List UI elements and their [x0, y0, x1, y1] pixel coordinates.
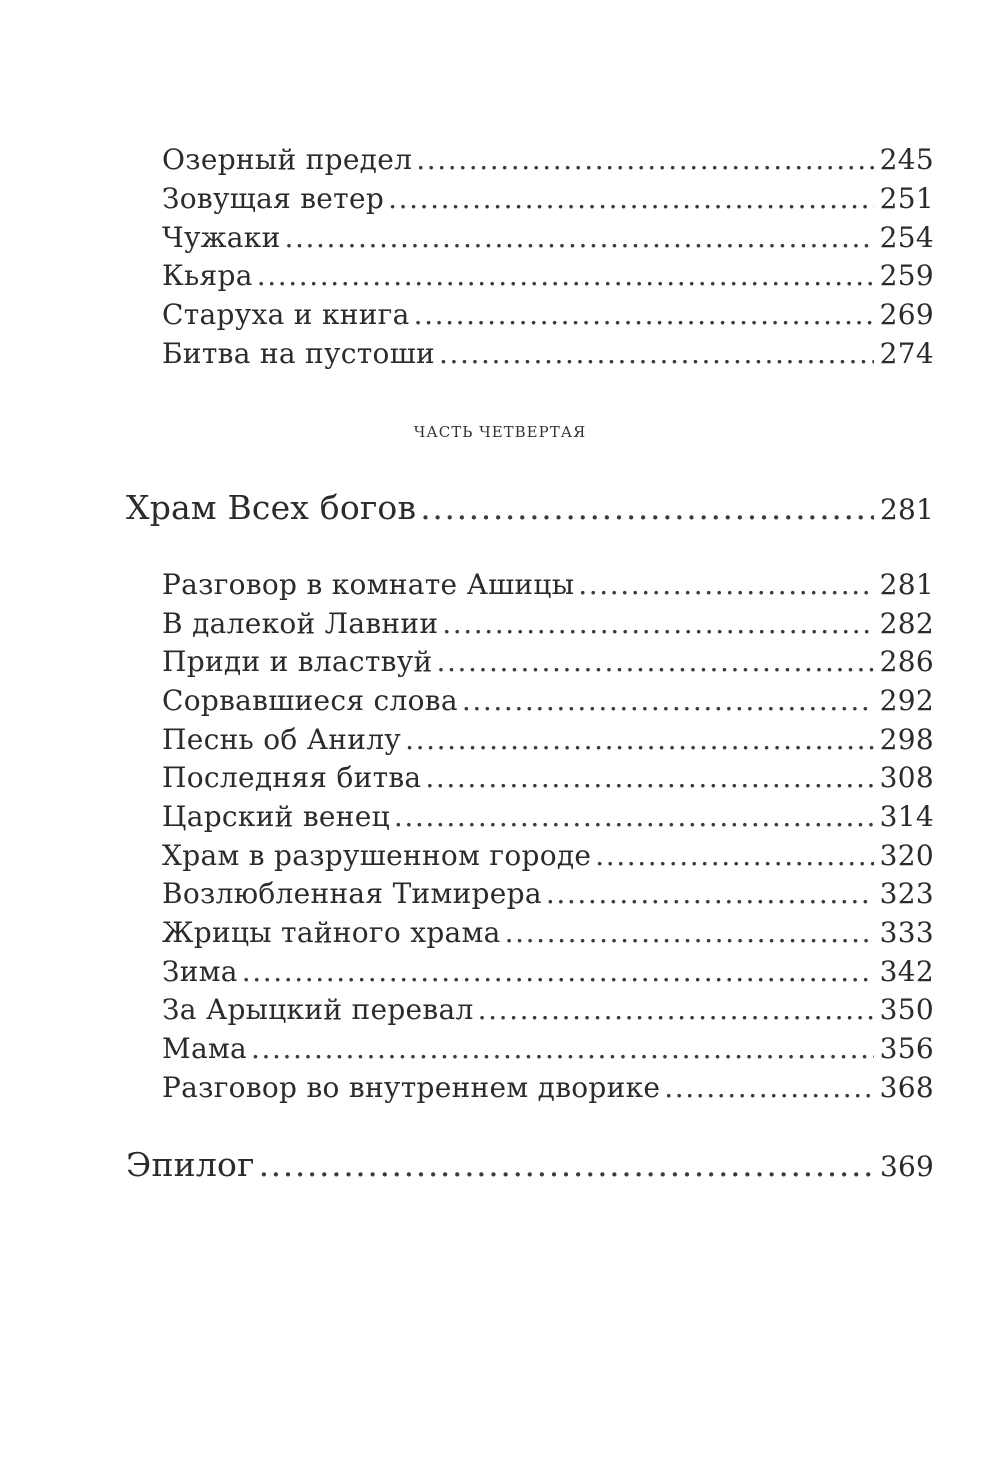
- toc-entry-title: Старуха и книга: [162, 298, 410, 331]
- toc-entry-page: 323: [879, 877, 934, 910]
- toc-entry-page: 274: [879, 337, 934, 370]
- toc-entry: [162, 797, 934, 837]
- toc-entry-title: Чужаки: [162, 221, 281, 254]
- dot-leader: [388, 179, 874, 219]
- toc-entry-title: За Арыцкий перевал: [162, 993, 474, 1026]
- dot-leader: [259, 1141, 874, 1189]
- toc-entry: [162, 681, 934, 721]
- dot-leader: [394, 797, 874, 837]
- toc-entry-page: 254: [879, 221, 934, 254]
- dot-leader: [242, 952, 874, 992]
- toc-entry-page: 368: [879, 1071, 934, 1104]
- toc-entry-title: Сорвавшиеся слова: [162, 684, 458, 717]
- dot-leader: [546, 874, 874, 914]
- toc-entry: [162, 758, 934, 798]
- dot-leader: [437, 642, 874, 682]
- dot-leader: [462, 681, 874, 721]
- dot-leader: [478, 990, 874, 1030]
- toc-entry: [162, 1029, 934, 1069]
- dot-leader: [420, 484, 874, 532]
- dot-leader: [425, 758, 873, 798]
- toc-entry-title: Возлюбленная Тимирера: [162, 877, 542, 910]
- dot-leader: [664, 1068, 873, 1108]
- toc-entry-title: Кьяра: [162, 259, 253, 292]
- toc-entry-title: Царский венец: [162, 800, 390, 833]
- toc-entry: [162, 604, 934, 644]
- dot-leader: [578, 565, 873, 605]
- toc-epilogue-entry: [126, 1141, 934, 1189]
- toc-entry-page: 286: [879, 645, 934, 678]
- toc-entry-title: Жрицы тайного храма: [162, 916, 501, 949]
- dot-leader: [251, 1029, 874, 1069]
- toc-entry-title: Приди и властвуй: [162, 645, 433, 678]
- toc-main-entry-title: Храм Всех богов: [126, 488, 417, 527]
- toc-entry-title: Разговор во внутреннем дворике: [162, 1071, 661, 1104]
- toc-entry: [162, 140, 934, 180]
- toc-entry-title: Зовущая ветер: [162, 182, 385, 215]
- toc-entry: [162, 218, 934, 258]
- toc-entry-title: Разговор в комнате Ашицы: [162, 568, 575, 601]
- toc-entry-page: 269: [879, 298, 934, 331]
- toc-entry-page: 282: [879, 607, 934, 640]
- toc-entry-page: 350: [879, 993, 934, 1026]
- toc-entry: [162, 874, 934, 914]
- part-heading: ЧАСТЬ ЧЕТВЕРТАЯ: [413, 423, 587, 441]
- toc-entry: [162, 334, 934, 374]
- toc-entry-title: В далекой Лавнии: [162, 607, 439, 640]
- toc-epilogue-page: 369: [879, 1150, 934, 1183]
- toc-entry: [162, 565, 934, 605]
- toc-entry-title: Песнь об Анилу: [162, 723, 402, 756]
- toc-entry-page: 320: [879, 839, 934, 872]
- toc-entry-page: 292: [879, 684, 934, 717]
- toc-entry: [162, 295, 934, 335]
- dot-leader: [416, 140, 873, 180]
- toc-entry-title: Мама: [162, 1032, 248, 1065]
- toc-epilogue-title: Эпилог: [126, 1145, 255, 1184]
- toc-entry-page: 259: [879, 259, 934, 292]
- toc-entry-page: 342: [879, 955, 934, 988]
- toc-entry: [162, 836, 934, 876]
- toc-entry: [162, 256, 934, 296]
- dot-leader: [257, 256, 874, 296]
- toc-entry-title: Зима: [162, 955, 238, 988]
- dot-leader: [442, 604, 873, 644]
- toc-entry-title: Храм в разрушенном городе: [162, 839, 592, 872]
- toc-entry-page: 245: [879, 143, 934, 176]
- dot-leader: [405, 720, 874, 760]
- toc-entry-title: Битва на пустоши: [162, 337, 436, 370]
- toc-entry-page: 356: [879, 1032, 934, 1065]
- toc-entry: [162, 1068, 934, 1108]
- dot-leader: [595, 836, 873, 876]
- dot-leader: [414, 295, 874, 335]
- toc-main-entry-page: 281: [879, 493, 934, 526]
- toc-entry: [162, 990, 934, 1030]
- toc-entry-page: 281: [879, 568, 934, 601]
- toc-entry: [162, 913, 934, 953]
- toc-entry-page: 298: [879, 723, 934, 756]
- dot-leader: [505, 913, 874, 953]
- dot-leader: [439, 334, 874, 374]
- toc-entry-title: Последняя битва: [162, 761, 422, 794]
- toc-entry-page: 308: [879, 761, 934, 794]
- toc-entry: [162, 952, 934, 992]
- toc-entry-page: 314: [879, 800, 934, 833]
- toc-entry: [162, 720, 934, 760]
- toc-main-entry: [126, 484, 934, 532]
- toc-entry-title: Озерный предел: [162, 143, 413, 176]
- toc-entry: [162, 179, 934, 219]
- toc-entry: [162, 642, 934, 682]
- toc-entry-page: 333: [879, 916, 934, 949]
- toc-entry-page: 251: [879, 182, 934, 215]
- dot-leader: [285, 218, 874, 258]
